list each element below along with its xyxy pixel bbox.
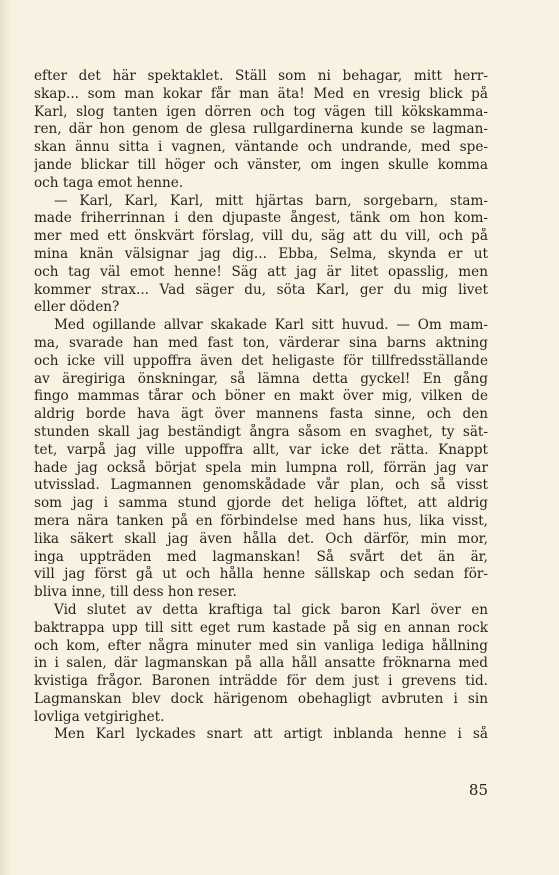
text-line: vill jag först gå ut och hålla henne sällskap och sedan för-: [34, 566, 488, 583]
text-line: Karl, slog tanten igen dörren och tog vägen till kökskamma-: [34, 103, 488, 120]
text-line: lika säkert skall jag även hålla det. Och därför, min mor,: [34, 530, 488, 547]
text-line: Med ogillande allvar skakade Karl sitt huvud. — Om mam-: [54, 317, 488, 334]
text-line: jande blickar till höger och vänster, om ingen skulle komma: [34, 156, 488, 173]
body-text: [34, 68, 488, 744]
text-line: eller döden?: [34, 299, 120, 316]
text-line: stunden skall jag beständigt ångra såsom en svaghet, ty sät-: [34, 423, 488, 440]
text-line: Men Karl lyckades snart att artigt inblanda henne i så: [54, 726, 488, 743]
text-line: inga uppträden med lagmanskan! Så svårt det än är,: [34, 548, 488, 565]
text-line: ren, där hon genom de glesa rullgardinerna kunde se lagman-: [34, 121, 488, 138]
page-edge-shadow: [0, 0, 12, 875]
text-line: tet, varpå jag ville uppoffra allt, var icke det rätta. Knappt: [34, 441, 488, 458]
text-line: utvisslad. Lagmannen genomskådade vår plan, och så visst: [34, 477, 488, 494]
text-line: made friherrinnan i den djupaste ångest, tänk om hon kom-: [34, 210, 488, 227]
text-line: aldrig borde hava ägt över mannens fasta sinne, och den: [34, 406, 488, 423]
text-line: kvistiga frågor. Baronen inträdde för dem just i grevens tid.: [34, 673, 488, 690]
text-line: av äregiriga önskningar, så lämna detta gyckel! En gång: [34, 370, 488, 387]
text-line: bliva inne, till dess hon reser.: [34, 584, 237, 601]
text-line: efter det här spektaklet. Ställ som ni behagar, mitt herr-: [34, 68, 488, 84]
text-line: — Karl, Karl, Karl, mitt hjärtas barn, sorgebarn, stam-: [54, 192, 488, 209]
text-line: Lagmanskan blev dock härigenom obehagligt avbruten i sin: [34, 690, 488, 707]
text-line: fingo mammas tårar och böner en makt över mig, vilken de: [34, 388, 488, 405]
text-line: ma, svarade han med fast ton, värderar sina barns aktning: [34, 334, 488, 351]
text-line: skan ännu sitta i vagnen, väntande och undrande, med spe-: [34, 139, 488, 156]
text-line: Vid slutet av detta kraftiga tal gick baron Karl över en: [54, 601, 488, 618]
text-line: kommer strax... Vad säger du, söta Karl, ger du mig livet: [34, 281, 488, 298]
text-line: och tag väl emot henne! Säg att jag är litet opasslig, men: [34, 263, 488, 280]
page-number: 85: [468, 781, 488, 799]
text-line: och taga emot henne.: [34, 174, 184, 191]
text-line: baktrappa upp till sitt eget rum kastade på sig en annan rock: [34, 619, 488, 636]
text-line: lovliga vetgirighet.: [34, 708, 165, 725]
text-line: och kom, efter några minuter med sin vanliga lediga hållning: [34, 637, 488, 654]
text-line: skap... som man kokar får man äta! Med en vresig blick på: [34, 85, 488, 102]
text-line: mer med ett önskvärt förslag, vill du, säg att du vill, och på: [34, 228, 488, 245]
text-line: mera nära tanken på en förbindelse med hans hus, lika visst,: [34, 512, 488, 529]
text-line: som jag i samma stund gjorde det heliga löftet, att aldrig: [34, 495, 488, 512]
text-line: hade jag också börjat spela min lumpna roll, förrän jag var: [34, 459, 488, 476]
text-line: och icke vill uppoffra även det heligaste för tillfredsställande: [34, 352, 488, 369]
text-line: in i salen, där lagmanskan på alla håll ansatte fröknarna med: [34, 655, 488, 672]
text-line: mina knän välsignar jag dig... Ebba, Selma, skynda er ut: [34, 245, 488, 262]
